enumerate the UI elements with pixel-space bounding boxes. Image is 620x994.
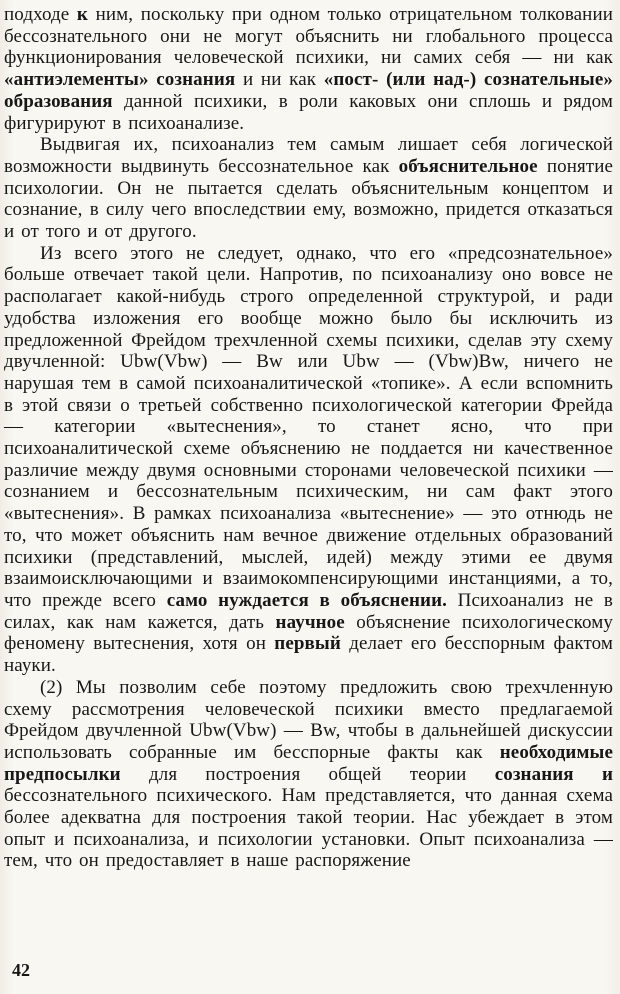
text-run: объяснение психологическому феномену вытеснения, хотя он (4, 611, 613, 655)
text-run: Из всего этого не следует, однако, что его «предсознательное» больше отвечает такой цели. Напротив, по психоанализу оно вовсе не располагает какой-нибудь строго определенной структурой, и ради удобства изложения его вообще можно было бы исключить из предложенной Фрейдом трехчленной схемы психики, сделав эту схему двучленной: Ubw(Vbw) — Bw или Ubw — (Vbw)Bw, ничего не нарушая тем в самой психоаналитической «топике». А если вспомнить в этой связи о третьей собственно психологической категории Фрейда — категории «вытеснения», то станет ясно, что при психоаналитической схеме объяснению не поддается ни качественное различие между двумя основными сторонами человеческой психики — сознанием и бессознательным психическим, ни сам факт этого «вытеснения». В рамках психоанализа «вытеснение» — это отнюдь не то, что может объяснить нам вечное движение отдельных образований психики (представлений, мыслей, идей) между этими ее двумя взаимоисключающими и взаимокомпенсирующими инстанциями, а то, что прежде всего (4, 242, 613, 611)
page-number: 42 (12, 960, 30, 980)
text-run: и ни как (235, 69, 324, 91)
text-run: ним, поскольку при одном только отрицательном толковании бессознательного они не могут объяснить ни глобального процесса функционирования человеческой психики, ни самих себя — ни как (4, 4, 613, 69)
paragraph (4, 677, 613, 872)
bold-text-run: первый (274, 633, 341, 655)
paragraph (4, 243, 613, 677)
bold-text-run: сознания и (494, 763, 614, 785)
bold-text-run: само нуждается в объяснении. (166, 589, 447, 611)
text-run: делает его бесспорным фактом науки. (4, 633, 613, 677)
bold-text-run: научное (275, 611, 345, 633)
bold-text-run: «пост- (или над-) сознательные» образования (4, 69, 613, 112)
paragraph (4, 134, 613, 243)
text-run: данной психики, в роли каковых они сплошь и рядом фигурируют в психоанализе. (4, 90, 613, 134)
bold-text-run: объяснительное (398, 155, 538, 177)
text-run: для построения общей теории (120, 763, 495, 785)
text-run: понятие психологии. Он не пытается сделать объяснительным концептом и сознание, в силу чего впоследствии ему, возможно, придется отказаться и от того и от другого. (4, 155, 614, 243)
text-run: (2) Мы позволим себе поэтому предложить свою трехчленную схему рассмотрения человеческой психики вместо предлагаемой Фрейдом двучленной Ubw(Vbw) — Bw, чтобы в дальнейшей дискуссии использовать собранные им бесспорные факты как (4, 676, 613, 763)
paragraph (4, 4, 613, 134)
page-text (4, 4, 613, 872)
bold-text-run: «антиэлементы» сознания (4, 69, 236, 91)
bold-text-run: к (76, 4, 88, 25)
text-run: подходе (4, 4, 77, 25)
text-run: Выдвигая их, психоанализ тем самым лишает себя логической возможности выдвинуть бессознательное как (4, 134, 613, 177)
bold-text-run: необходимые предпосылки (4, 741, 613, 785)
text-run: бессознательного психического. Нам представляется, что данная схема более адекватна для построения такой теории. Нас убеждает в этом опыт и психоанализа, и психологии установки. Опыт психоанализа — тем, что он предоставляет в наше распоряжение (4, 785, 613, 872)
text-run: Психоанализ не в силах, как нам кажется, дать (4, 589, 613, 633)
